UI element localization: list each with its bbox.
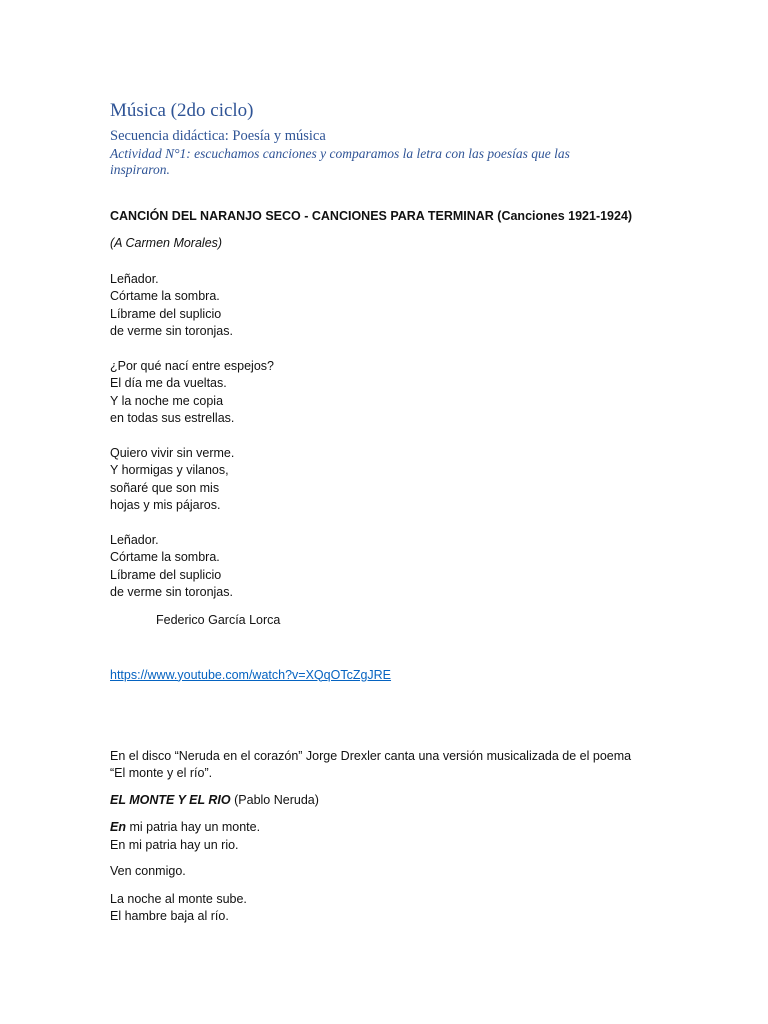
poem-line: hojas y mis pájaros. bbox=[110, 498, 221, 512]
poem-line: ¿Por qué nací entre espejos? bbox=[110, 358, 274, 373]
poem-1-author: Federico García Lorca bbox=[156, 612, 281, 627]
poem-1-dedication: (A Carmen Morales) bbox=[110, 236, 223, 250]
poem-line bbox=[110, 819, 670, 837]
poem-line: en todas sus estrellas. bbox=[110, 411, 235, 425]
poem-2-author: (Pablo Neruda) bbox=[234, 792, 319, 807]
poem-line: En mi patria hay un rio. bbox=[110, 837, 239, 852]
intro-line-1: En el disco “Neruda en el corazón” Jorge Drexler canta una versión musicalizada de el poema bbox=[110, 748, 632, 763]
intro-line-2: “El monte y el río”. bbox=[110, 766, 213, 780]
poem-line: Y la noche me copia bbox=[110, 393, 224, 408]
poem-1-heading: CANCIÓN DEL NARANJO SECO - CANCIONES PARA TERMINAR (Canciones 1921-1924) bbox=[110, 209, 633, 223]
poem-line: Leñador. bbox=[110, 271, 159, 286]
poem-2-intro bbox=[110, 748, 670, 783]
poem-1-stanza-2 bbox=[110, 358, 670, 428]
poem-line: Córtame la sombra. bbox=[110, 550, 220, 564]
poem-1-stanza-4 bbox=[110, 532, 670, 602]
poem-1-stanza-3 bbox=[110, 445, 670, 515]
poem-line: Y hormigas y vilanos, bbox=[110, 463, 229, 477]
activity-description bbox=[110, 146, 610, 178]
poem-2-heading bbox=[110, 792, 670, 810]
poem-2-stanza-3 bbox=[110, 891, 670, 926]
youtube-link[interactable]: https://www.youtube.com/watch?v=XQqOTcZgJRE bbox=[110, 667, 392, 682]
poem-line: Líbrame del suplicio bbox=[110, 306, 222, 321]
poem-line: de verme sin toronjas. bbox=[110, 585, 233, 599]
poem-line: soñaré que son mis bbox=[110, 480, 220, 495]
poem-line: Quiero vivir sin verme. bbox=[110, 445, 235, 460]
poem-line: El día me da vueltas. bbox=[110, 376, 227, 390]
poem-2-title: EL MONTE Y EL RIO bbox=[110, 792, 231, 807]
activity-line-2: inspiraron. bbox=[110, 162, 170, 177]
poem-2-stanza-1 bbox=[110, 819, 670, 854]
page-subtitle: Secuencia didáctica: Poesía y música bbox=[110, 128, 326, 144]
poem-line: La noche al monte sube. bbox=[110, 891, 247, 906]
poem-line-rest: mi patria hay un monte. bbox=[125, 820, 261, 834]
poem-line-lead: En bbox=[110, 820, 126, 834]
poem-line: Ven conmigo. bbox=[110, 864, 186, 878]
poem-1-stanza-1 bbox=[110, 271, 670, 341]
page-title: Música (2do ciclo) bbox=[110, 100, 254, 121]
activity-line-1: Actividad N°1: escuchamos canciones y comparamos la letra con las poesías que las bbox=[110, 146, 570, 161]
poem-line: El hambre baja al río. bbox=[110, 909, 229, 923]
poem-line: Córtame la sombra. bbox=[110, 289, 220, 303]
poem-line: de verme sin toronjas. bbox=[110, 324, 233, 338]
poem-line: Leñador. bbox=[110, 532, 159, 547]
document-page bbox=[110, 98, 670, 926]
poem-line: Líbrame del suplicio bbox=[110, 567, 222, 582]
